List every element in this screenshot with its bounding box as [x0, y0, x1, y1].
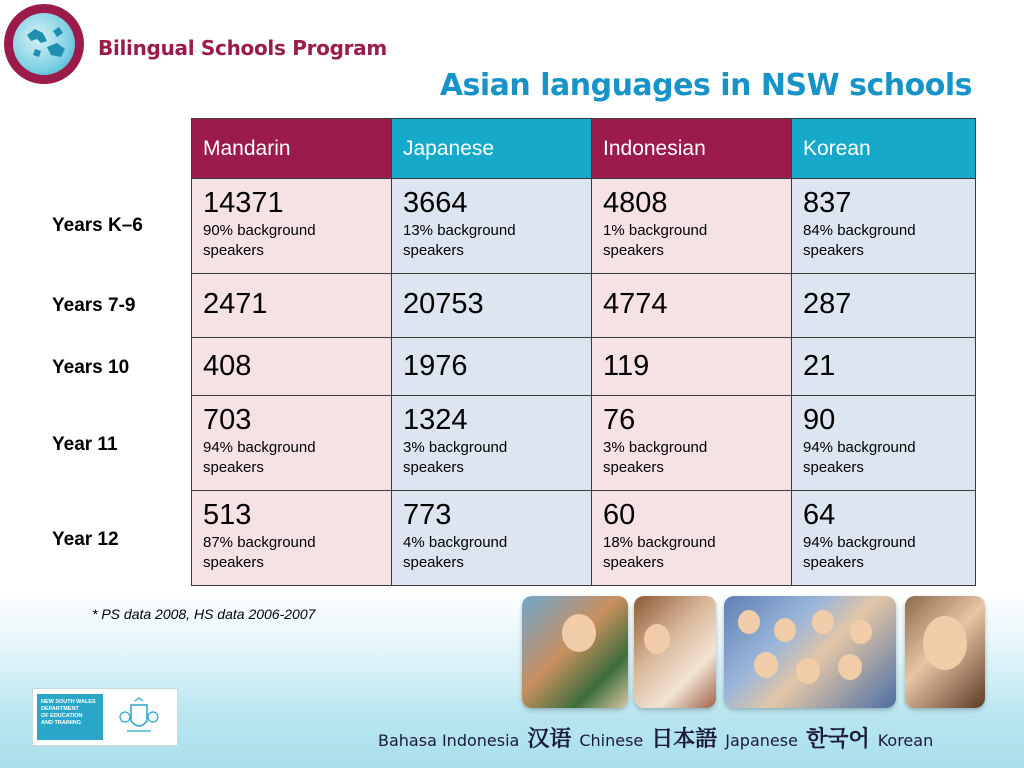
cell-note: 4% background speakers — [403, 534, 508, 571]
table-cell — [792, 338, 976, 396]
cell-value: 90 — [803, 404, 836, 436]
row-label-11: Year 11 — [52, 434, 118, 455]
photo-smiling-girl — [905, 596, 985, 708]
table-cell — [192, 491, 392, 586]
department-line: AND TRAINING — [41, 720, 82, 726]
department-logo — [32, 688, 178, 746]
cell-value: 1324 — [403, 404, 468, 436]
table-cell — [592, 274, 792, 338]
cell-value: 513 — [203, 499, 252, 531]
cell-value: 76 — [603, 404, 636, 436]
table-cell — [592, 338, 792, 396]
brand-title: Bilingual Schools Program — [98, 36, 387, 60]
table-cell — [192, 338, 392, 396]
cell-value: 773 — [403, 499, 452, 531]
row-label-10: Years 10 — [52, 357, 130, 378]
photo-boy-with-globe — [522, 596, 628, 708]
languages-strip — [378, 722, 933, 756]
table-cell — [792, 274, 976, 338]
table-cell — [392, 338, 592, 396]
column-header-mandarin: Mandarin — [192, 119, 392, 179]
photo-group-of-students — [724, 596, 896, 708]
table-cell — [792, 179, 976, 274]
nsw-crest-icon — [109, 694, 169, 740]
table-cell — [392, 179, 592, 274]
cell-value: 287 — [803, 288, 852, 320]
table-row — [192, 274, 976, 338]
table-cell — [392, 396, 592, 491]
cell-value: 64 — [803, 499, 836, 531]
language-bahasa: Bahasa Indonesia — [378, 731, 520, 750]
table-cell — [792, 396, 976, 491]
cell-note: 84% background speakers — [803, 222, 916, 259]
cell-note: 13% background speakers — [403, 222, 516, 259]
table-row — [192, 179, 976, 274]
department-name-box — [37, 694, 103, 740]
cell-value: 837 — [803, 187, 852, 219]
table-cell — [192, 396, 392, 491]
language-korean-glyph: 한국어 — [805, 727, 870, 752]
cell-note: 94% background speakers — [203, 439, 316, 476]
cell-note: 3% background speakers — [403, 439, 508, 476]
cell-note: 1% background speakers — [603, 222, 708, 259]
page-title: Asian languages in NSW schools — [439, 68, 972, 103]
department-line: OF EDUCATION — [41, 713, 83, 719]
table-cell — [592, 491, 792, 586]
footnote: * PS data 2008, HS data 2006-2007 — [92, 606, 316, 622]
cell-value: 1976 — [403, 350, 468, 382]
row-label-k6: Years K–6 — [52, 215, 143, 236]
cell-value: 4774 — [603, 288, 668, 320]
cell-value: 119 — [603, 350, 650, 382]
cell-value: 4808 — [603, 187, 668, 219]
department-line: DEPARTMENT — [41, 706, 79, 712]
column-header-indonesian: Indonesian — [592, 119, 792, 179]
language-japanese-glyph: 日本語 — [651, 727, 718, 752]
table-cell — [192, 179, 392, 274]
language-japanese: Japanese — [725, 731, 798, 750]
row-label-7-9: Years 7-9 — [52, 295, 136, 316]
languages-table — [191, 118, 976, 586]
cell-note: 90% background speakers — [203, 222, 316, 259]
cell-note: 94% background speakers — [803, 439, 916, 476]
cell-value: 408 — [203, 350, 252, 382]
column-header-japanese: Japanese — [392, 119, 592, 179]
globe-logo-icon — [4, 4, 84, 84]
table-cell — [392, 491, 592, 586]
language-chinese-glyph: 汉语 — [527, 727, 572, 752]
table-header-row — [192, 119, 976, 179]
cell-note: 18% background speakers — [603, 534, 716, 571]
table-cell — [592, 396, 792, 491]
table-cell — [392, 274, 592, 338]
table-cell — [192, 274, 392, 338]
cell-value: 14371 — [203, 187, 284, 219]
cell-note: 94% background speakers — [803, 534, 916, 571]
cell-value: 20753 — [403, 288, 484, 320]
language-korean: Korean — [877, 731, 934, 750]
cell-value: 2471 — [203, 288, 268, 320]
table-cell — [792, 491, 976, 586]
language-chinese: Chinese — [579, 731, 644, 750]
row-label-12: Year 12 — [52, 529, 119, 550]
table-row — [192, 491, 976, 586]
table-row — [192, 396, 976, 491]
cell-value: 703 — [203, 404, 252, 436]
cell-value: 21 — [803, 350, 836, 382]
cell-note: 87% background speakers — [203, 534, 316, 571]
cell-note: 3% background speakers — [603, 439, 708, 476]
department-line: NEW SOUTH WALES — [41, 699, 96, 705]
table-row — [192, 338, 976, 396]
table-cell — [592, 179, 792, 274]
cell-value: 3664 — [403, 187, 468, 219]
cell-value: 60 — [603, 499, 636, 531]
column-header-korean: Korean — [792, 119, 976, 179]
photo-girl-reading — [634, 596, 716, 708]
